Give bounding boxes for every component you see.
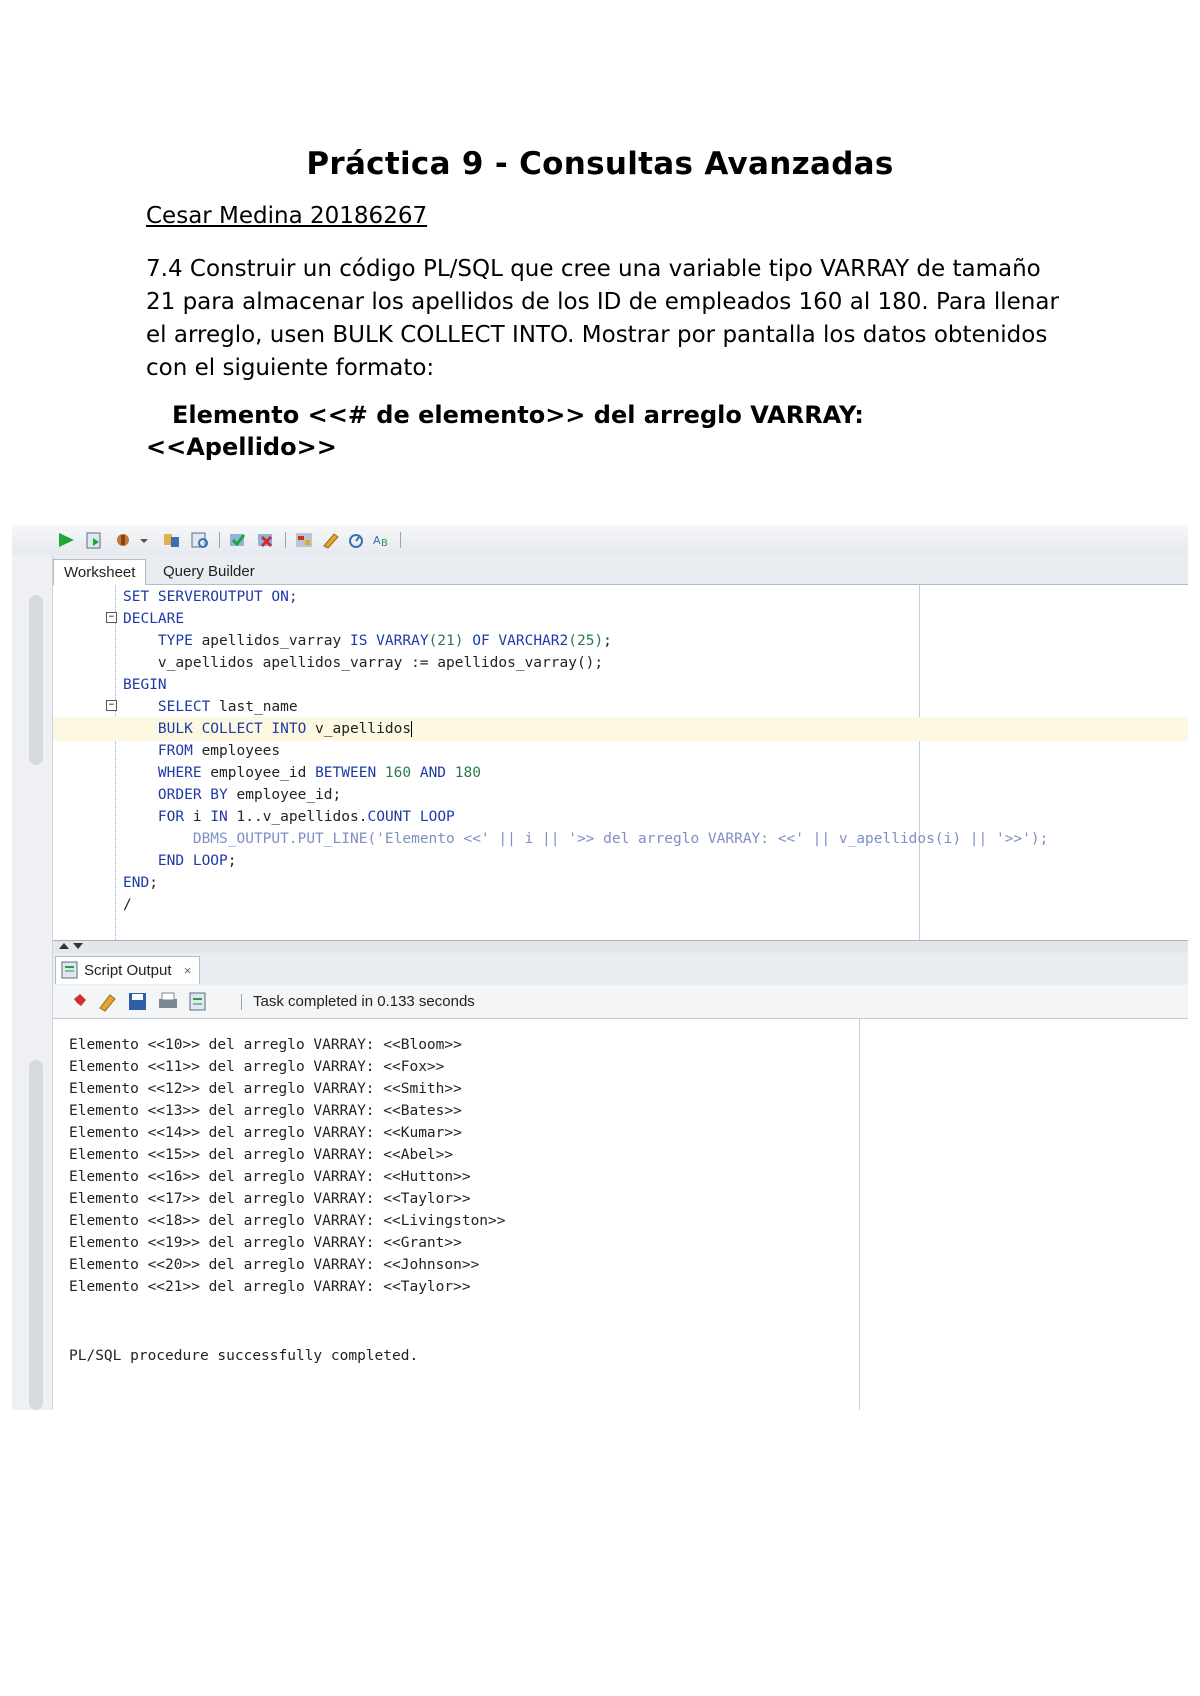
code-token: 160 [376, 765, 420, 781]
run-script-icon[interactable] [84, 531, 104, 549]
code-token: DECLARE [123, 611, 185, 627]
author-name: Cesar Medina 20186267 [146, 203, 428, 229]
code-token: BETWEEN [315, 765, 377, 781]
navigator-strip [12, 555, 53, 1410]
code-token: ; [149, 875, 158, 891]
code-token [123, 743, 158, 759]
clear-icon[interactable] [320, 531, 340, 549]
code-editor[interactable] [53, 585, 1188, 940]
code-token: BEGIN [123, 677, 167, 693]
code-line [53, 739, 1188, 763]
autotrace-icon[interactable] [113, 531, 133, 549]
code-token [123, 721, 158, 737]
code-token: IN [210, 809, 228, 825]
commit-icon[interactable] [228, 531, 248, 549]
navigator-scrollbar-lower[interactable] [29, 1060, 43, 1410]
code-token [123, 787, 158, 803]
format-line-1: Elemento <<# de elemento>> del arreglo VARRAY: [172, 401, 864, 429]
output-line: Elemento <<17>> del arreglo VARRAY: <<Taylor>> [69, 1191, 471, 1207]
output-line: Elemento <<18>> del arreglo VARRAY: <<Livingston>> [69, 1213, 506, 1229]
code-line [53, 849, 1188, 873]
output-line: Elemento <<20>> del arreglo VARRAY: <<Johnson>> [69, 1257, 480, 1273]
panel-splitter[interactable] [53, 940, 1188, 954]
code-token: employee_id; [227, 787, 342, 803]
code-token: employee_id [201, 765, 316, 781]
splitter-arrows-icon[interactable] [57, 941, 87, 951]
run-statement-icon[interactable] [56, 531, 76, 549]
code-line [53, 695, 1188, 719]
script-output-icon [61, 961, 79, 979]
format-icon[interactable] [346, 531, 366, 549]
code-token: (25) [568, 633, 604, 649]
tab-worksheet[interactable]: Worksheet [53, 559, 146, 585]
code-token: v_apellidos [306, 721, 412, 737]
rollback-icon[interactable] [256, 531, 276, 549]
fold-toggle-declare[interactable]: − [106, 612, 117, 623]
code-line [53, 673, 1188, 697]
code-token: 1..v_apellidos. [227, 809, 368, 825]
code-token: FOR [157, 809, 185, 825]
code-token: ; [227, 853, 237, 869]
output-margin-guide [859, 1019, 860, 1410]
code-token: END [123, 875, 150, 891]
code-token: AND [419, 765, 447, 781]
code-token: ; [603, 633, 612, 649]
code-token: v_apellidos apellidos_varray := apellidos_varray(); [123, 655, 604, 671]
eraser-icon[interactable] [97, 991, 119, 1013]
code-line [53, 651, 1188, 675]
code-token: employees [192, 743, 281, 759]
output-file-icon[interactable] [187, 991, 209, 1013]
code-token [123, 633, 158, 649]
close-icon[interactable]: × [183, 963, 192, 978]
tab-query-builder[interactable]: Query Builder [163, 563, 255, 580]
navigator-scrollbar[interactable] [29, 595, 43, 765]
code-token: last_name [210, 699, 298, 715]
code-token [123, 853, 158, 869]
code-token: IS VARRAY [349, 633, 429, 649]
code-token: SELECT [157, 699, 211, 715]
pin-icon[interactable] [67, 991, 89, 1013]
fold-toggle-select[interactable]: − [106, 700, 117, 711]
code-token: (21) [428, 633, 464, 649]
svg-text:B: B [381, 538, 388, 549]
output-line: Elemento <<15>> del arreglo VARRAY: <<Abel>> [69, 1147, 454, 1163]
code-token: COUNT LOOP [367, 809, 455, 825]
script-output-label: Script Output [84, 962, 172, 979]
code-token: apellidos_varray [192, 633, 350, 649]
code-line [53, 585, 1188, 609]
code-token: i [184, 809, 211, 825]
output-line: Elemento <<12>> del arreglo VARRAY: <<Smith>> [69, 1081, 462, 1097]
code-token: / [123, 897, 132, 913]
code-token [123, 765, 158, 781]
code-token [123, 809, 158, 825]
code-token: BULK COLLECT INTO [157, 721, 307, 737]
find-replace-icon[interactable] [372, 531, 392, 549]
code-line [53, 871, 1188, 895]
sql-tuning-icon[interactable] [190, 531, 210, 549]
print-icon[interactable] [157, 991, 179, 1013]
completion-message: PL/SQL procedure successfully completed. [69, 1348, 419, 1364]
code-token: DBMS_OUTPUT.PUT_LINE('Elemento <<' || i || '>> del arreglo VARRAY: <<' || v_apellidos(i) || '>>'); [192, 831, 1049, 847]
code-line [53, 893, 1188, 917]
text-cursor [411, 721, 412, 737]
sql-developer-screenshot [12, 525, 1188, 1410]
code-line [53, 607, 1188, 631]
tab-script-output[interactable] [55, 956, 200, 984]
output-line: Elemento <<13>> del arreglo VARRAY: <<Bates>> [69, 1103, 462, 1119]
dropdown-arrow-icon[interactable] [138, 531, 150, 549]
format-line-2: <<Apellido>> [146, 433, 337, 461]
code-token: FROM [157, 743, 193, 759]
output-line: Elemento <<14>> del arreglo VARRAY: <<Kumar>> [69, 1125, 462, 1141]
output-toolbar [53, 985, 1188, 1019]
code-token: SET SERVEROUTPUT ON; [123, 589, 298, 605]
output-line: Elemento <<10>> del arreglo VARRAY: <<Bloom>> [69, 1037, 462, 1053]
code-line [53, 717, 1188, 741]
history-icon[interactable] [294, 531, 314, 549]
output-line: Elemento <<19>> del arreglo VARRAY: <<Grant>> [69, 1235, 462, 1251]
task-status: Task completed in 0.133 seconds [253, 993, 475, 1010]
code-token: END LOOP [157, 853, 228, 869]
code-token: 180 [446, 765, 481, 781]
document-title: Práctica 9 - Consultas Avanzadas [306, 146, 894, 182]
output-tabs [53, 953, 1188, 986]
output-line: Elemento <<16>> del arreglo VARRAY: <<Hutton>> [69, 1169, 471, 1185]
code-token: TYPE [157, 633, 193, 649]
code-line [53, 827, 1188, 851]
editor-toolbar [12, 525, 1188, 556]
code-token [123, 699, 158, 715]
save-icon[interactable] [127, 991, 149, 1013]
output-line: Elemento <<11>> del arreglo VARRAY: <<Fox>> [69, 1059, 445, 1075]
code-line [53, 629, 1188, 653]
code-line [53, 805, 1188, 829]
output-line: Elemento <<21>> del arreglo VARRAY: <<Taylor>> [69, 1279, 471, 1295]
svg-text:A: A [373, 534, 381, 547]
editor-tabs [53, 555, 1188, 585]
script-output-panel[interactable] [53, 1019, 1188, 1410]
code-token: ORDER BY [157, 787, 228, 803]
code-token [123, 831, 193, 847]
exercise-prompt: 7.4 Construir un código PL/SQL que cree una variable tipo VARRAY de tamaño 21 para almacenar los apellidos de los ID de empleados 160 al 180. Para llenar el arreglo, usen BULK COLLECT INTO. Mostrar por pantalla los datos obtenidos con el siguiente formato: [146, 256, 1059, 381]
code-token: WHERE [157, 765, 202, 781]
explain-plan-icon[interactable] [162, 531, 182, 549]
code-line [53, 783, 1188, 807]
code-token: OF VARCHAR2 [463, 633, 569, 649]
code-line [53, 761, 1188, 785]
